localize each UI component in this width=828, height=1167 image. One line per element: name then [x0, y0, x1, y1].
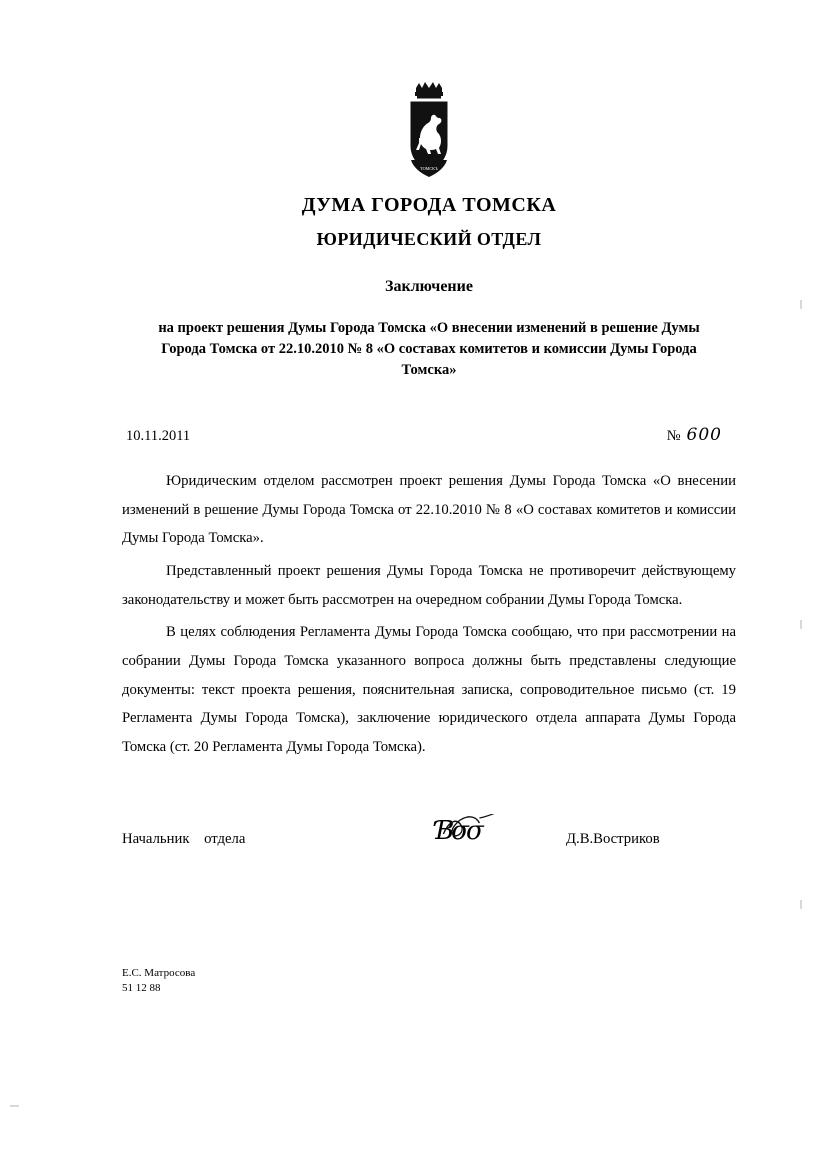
- paragraph-1: Юридическим отделом рассмотрен проект решения Думы Города Томска «О внесении изменений в решение Думы Города Томска от 22.10.2010 № 8 «О составах комитетов и комиссии Думы Города Томска».: [122, 473, 736, 547]
- paragraph-2: Представленный проект решения Думы Города Томска не противоречит действующему законодательству и может быть рассмотрен на очередном собрании Думы Города Томска.: [122, 563, 736, 608]
- document-body: [122, 467, 736, 762]
- signature-stroke-icon: [439, 814, 509, 842]
- scan-artifact: [10, 1105, 19, 1107]
- document-number: [667, 425, 736, 445]
- emblem-container: [122, 82, 736, 186]
- document-subject: на проект решения Думы Города Томска «О внесении изменений в решение Думы Города Томска от 22.10.2010 № 8 «О составах комитетов и комиссии Думы Города Томска»: [158, 320, 700, 379]
- document-meta: [122, 425, 736, 445]
- signatory-title: Начальник отдела: [122, 830, 246, 847]
- handwritten-signature: [422, 814, 566, 848]
- executor-name: Е.С. Матросова: [122, 967, 196, 979]
- document-date: 10.11.2011: [126, 428, 191, 445]
- signature-block: [122, 814, 736, 848]
- scan-artifact: [800, 620, 802, 629]
- scan-artifact: [800, 300, 802, 309]
- executor-info: [122, 966, 195, 996]
- number-value: 600: [686, 425, 722, 446]
- svg-text:ТОМСКЪ: ТОМСКЪ: [420, 166, 438, 171]
- signature-glyph: Ɓσσ: [435, 815, 481, 846]
- executor-phone: 51 12 88: [122, 981, 161, 994]
- organization-title: ДУМА ГОРОДА ТОМСКА: [301, 194, 557, 216]
- scan-artifact: [800, 900, 802, 909]
- signatory-name: Д.В.Востриков: [566, 830, 660, 847]
- coat-of-arms-icon: [398, 82, 460, 186]
- department-title: ЮРИДИЧЕСКИЙ ОТДЕЛ: [316, 229, 542, 249]
- document-type: Заключение: [385, 278, 473, 295]
- number-label: №: [666, 428, 681, 445]
- paragraph-3: В целях соблюдения Регламента Думы Города Томска сообщаю, что при рассмотрении на собрании Думы Города Томска указанного вопроса должны быть представлены следующие документы: текст проекта решения, пояснительная записка, сопроводительное письмо (ст. 19 Регламента Думы Города Томска), заключение юридического отдела аппарата Думы Города Томска (ст. 20 Регламента Думы Города Томска).: [122, 624, 736, 755]
